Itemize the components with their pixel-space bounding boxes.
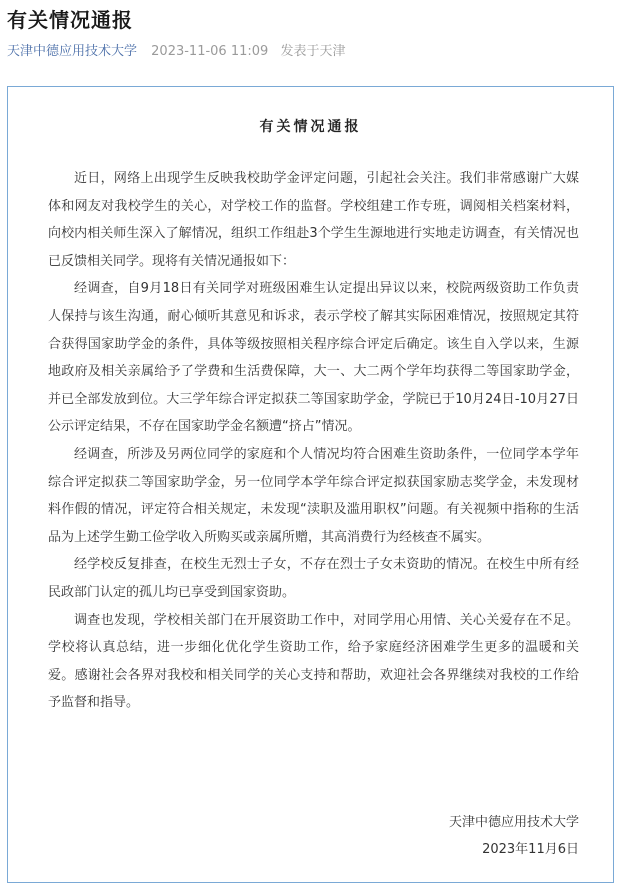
- article-meta: [7, 40, 345, 59]
- signature-org: 天津中德应用技术大学: [448, 815, 579, 830]
- publish-location: 发表于天津: [280, 44, 346, 59]
- document-title: 有关情况通报: [259, 119, 362, 135]
- notice-document: [7, 86, 614, 883]
- document-body: [48, 165, 579, 717]
- article-title: 有关情况通报: [7, 8, 133, 32]
- paragraph: 经调查，所涉及另两位同学的家庭和个人情况均符合困难生资助条件，一位同学本学年综合评定拟获二等国家助学金，另一位同学本学年综合评定拟获国家励志奖学金，未发现材料作假的情况，评定符合相关规定，未发现“渎职及滥用职权”问题。有关视频中指称的生活品为上述学生勤工俭学收入所购买或亲属所赠，其高消费行为经核查不属实。: [48, 446, 579, 545]
- paragraph: 近日，网络上出现学生反映我校助学金评定问题，引起社会关注。我们非常感谢广大媒体和网友对我校学生的关心，对学校工作的监督。学校组建工作专班，调阅相关档案材料，向校内相关师生深入了解情况，组织工作组赴3个学生生源地进行实地走访调查，有关情况也已反馈相关同学。现将有关情况通报如下：: [48, 171, 579, 269]
- paragraph: 经学校反复排查，在校生无烈士子女，不存在烈士子女未资助的情况。在校生中所有经民政部门认定的孤儿均已享受到国家资助。: [48, 557, 579, 600]
- paragraph: 经调查，自9月18日有关同学对班级困难生认定提出异议以来，校院两级资助工作负责人保持与该生沟通，耐心倾听其意见和诉求，表示学校了解其实际困难情况，按照规定其符合获得国家助学金的条件，具体等级按照相关程序综合评定后确定。该生自入学以来，生源地政府及相关亲属给予了学费和生活费保障，大一、大二两个学年均获得二等国家助学金，并已全部发放到位。大三学年综合评定拟获二等国家助学金，学院已于10月24日-10月27日公示评定结果，不存在国家助学金名额遭“挤占”情况。: [48, 281, 580, 435]
- paragraph: 调查也发现，学校相关部门在开展资助工作中，对同学用心用情、关心关爱存在不足。学校将认真总结，进一步细化优化学生资助工作，给予家庭经济困难学生更多的温暖和关爱。感谢社会各界对我校和相关同学的关心支持和帮助，欢迎社会各界继续对我校的工作给予监督和指导。: [48, 612, 579, 711]
- publish-datetime: 2023-11-06 11:09: [151, 44, 269, 59]
- signature-block: [449, 809, 579, 863]
- signature-date: 2023年11月6日: [482, 842, 579, 857]
- account-name-link[interactable]: 天津中德应用技术大学: [7, 44, 138, 59]
